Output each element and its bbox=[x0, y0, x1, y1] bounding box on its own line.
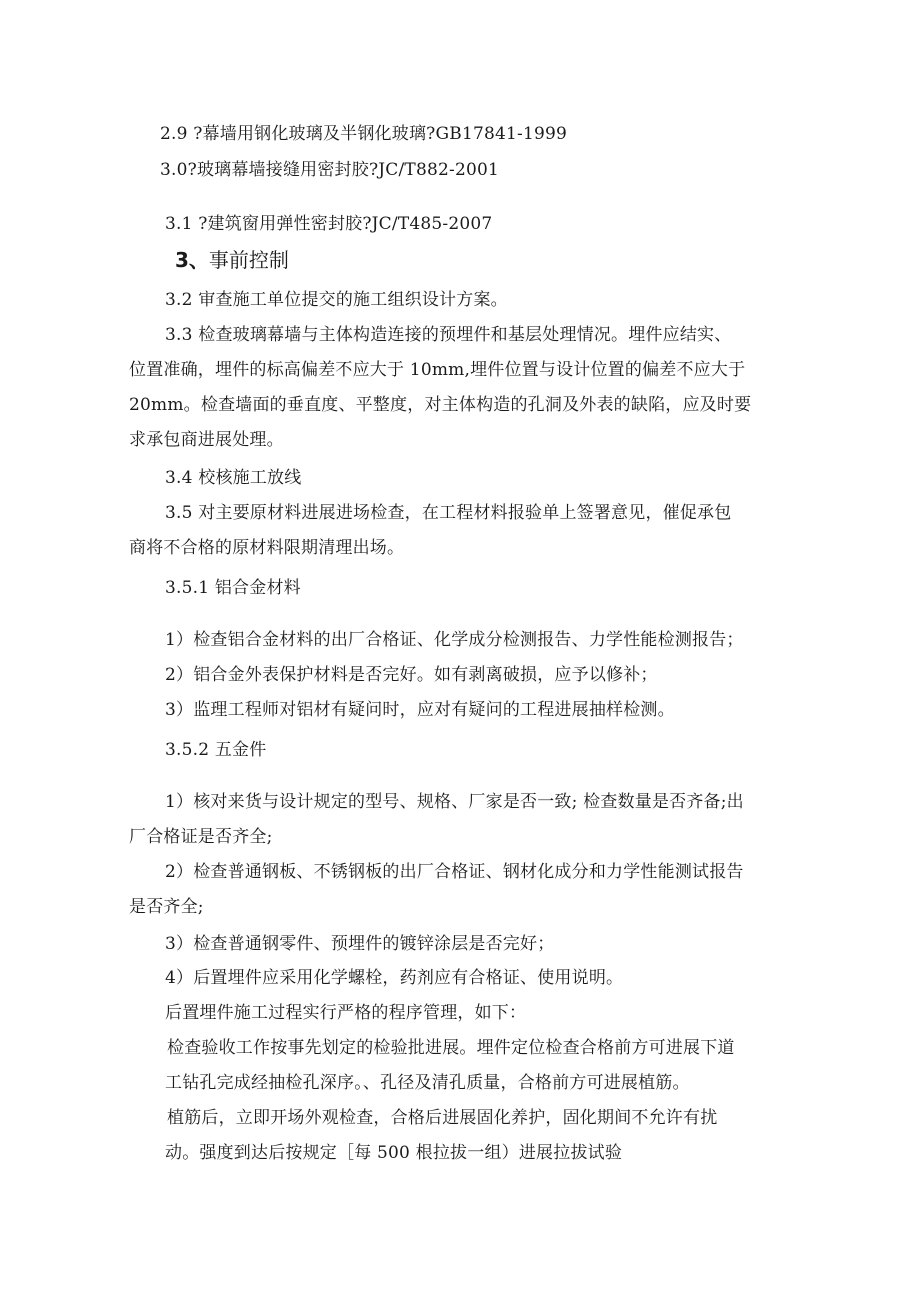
subsection-3-5-1: 3.5.1 铝合金材料 bbox=[165, 578, 301, 598]
aluminum-item-3: 3）监理工程师对铝材有疑问时，应对有疑问的工程进展抽样检测。 bbox=[165, 700, 675, 720]
item-3-3-line-4: 求承包商进展处理。 bbox=[129, 430, 284, 450]
post-anchor-line-2: 工钻孔完成经抽检孔深序。、孔径及清孔质量，合格前方可进展植筋。 bbox=[165, 1073, 690, 1093]
post-anchor-line-1: 检查验收工作按事先划定的检验批进展。埋件定位检查合格前方可进展下道 bbox=[167, 1038, 735, 1058]
hardware-item-2-line-2: 是否齐全; bbox=[129, 897, 204, 917]
hardware-item-1-line-1: 1）核对来货与设计规定的型号、规格、厂家是否一致; 检查数量是否齐备;出 bbox=[165, 792, 744, 812]
post-anchor-line-3: 植筋后，立即开场外观检查，合格后进展固化养护，固化期间不允许有扰 bbox=[167, 1108, 718, 1128]
aluminum-item-1: 1）检查铝合金材料的出厂合格证、化学成分检测报告、力学性能检测报告； bbox=[165, 630, 744, 650]
item-3-5-line-2: 商将不合格的原材料限期清理出场。 bbox=[129, 538, 405, 558]
hardware-item-1-line-2: 厂合格证是否齐全; bbox=[129, 827, 273, 847]
section-heading bbox=[175, 248, 289, 272]
post-anchor-intro: 后置埋件施工过程实行严格的程序管理，如下： bbox=[165, 1003, 527, 1023]
standard-2-9: 2.9 ?幕墙用钢化玻璃及半钢化玻璃?GB17841-1999 bbox=[160, 124, 568, 144]
item-3-3-line-3: 20mm。检查墙面的垂直度、平整度，对主体构造的孔洞及外表的缺陷，应及时要 bbox=[129, 395, 752, 415]
hardware-item-3: 3）检查普通钢零件、预埋件的镀锌涂层是否完好； bbox=[165, 934, 555, 954]
section-title: 事前控制 bbox=[208, 248, 289, 272]
item-3-3-line-2: 位置准确，埋件的标高偏差不应大于 10mm,埋件位置与设计位置的偏差不应大于 bbox=[129, 360, 746, 380]
post-anchor-line-4: 动。强度到达后按规定［每 500 根拉拔一组）进展拉拔试验 bbox=[165, 1143, 623, 1163]
item-3-2: 3.2 审查施工单位提交的施工组织设计方案。 bbox=[165, 290, 508, 310]
subsection-3-5-2: 3.5.2 五金件 bbox=[165, 740, 267, 760]
section-number: 3、 bbox=[175, 248, 209, 272]
standard-3-1: 3.1 ?建筑窗用弹性密封胶?JC/T485-2007 bbox=[165, 214, 493, 234]
aluminum-item-2: 2）铝合金外表保护材料是否完好。如有剥离破损，应予以修补； bbox=[165, 665, 658, 685]
hardware-item-4: 4）后置埋件应采用化学螺栓，药剂应有合格证、使用说明。 bbox=[165, 968, 624, 988]
item-3-4: 3.4 校核施工放线 bbox=[165, 468, 302, 488]
hardware-item-2-line-1: 2）检查普通钢板、不锈钢板的出厂合格证、钢材化成分和力学性能测试报告 bbox=[165, 862, 744, 882]
item-3-3-line-1: 3.3 检查玻璃幕墙与主体构造连接的预埋件和基层处理情况。埋件应结实、 bbox=[165, 325, 732, 345]
item-3-5-line-1: 3.5 对主要原材料进展进场检查，在工程材料报验单上签署意见，催促承包 bbox=[165, 503, 732, 523]
standard-3-0: 3.0?玻璃幕墙接缝用密封胶?JC/T882-2001 bbox=[160, 160, 500, 180]
